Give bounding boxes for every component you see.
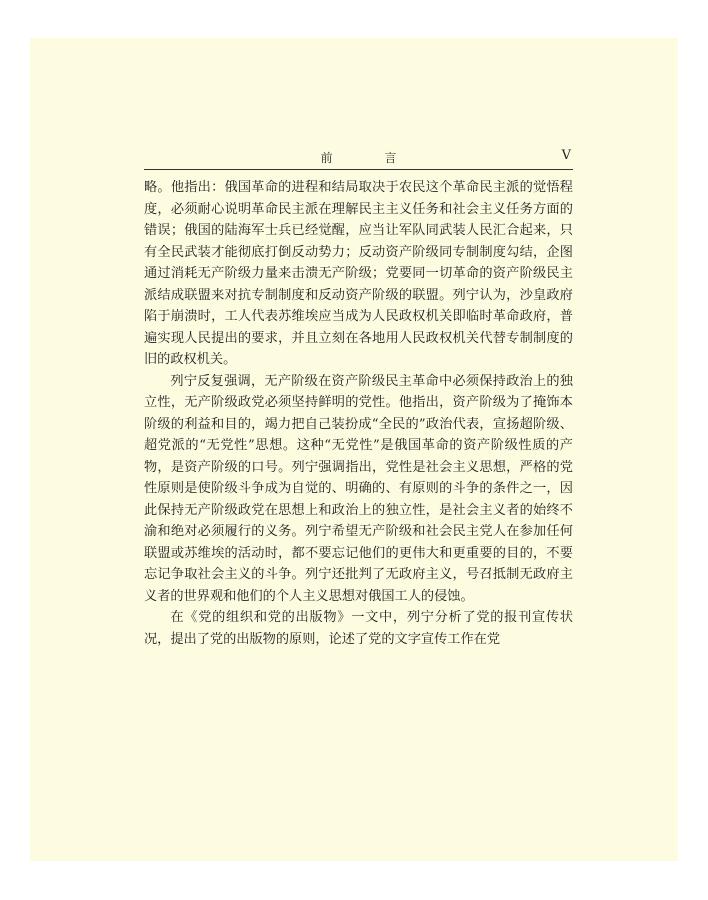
header-title: 前 言: [320, 151, 421, 165]
paragraph: 在《党的组织和党的出版物》一文中，列宁分析了党的报刊宣传状况，提出了党的出版物的原则，论述了党的文字宣传工作在党: [144, 610, 573, 647]
paragraph: 列宁反复强调，无产阶级在资产阶级民主革命中必须保持政治上的独立性，无产阶级政党必须坚持鲜明的党性。他指出，资产阶级为了掩饰本阶级的利益和目的，竭力把自己装扮成“全民的”政治代表，宣扬超阶级、超党派的“无党性”思想。这种“无党性”是俄国革命的资产阶级性质的产物，是资产阶级的口号。列宁强调指出，党性是社会主义思想，严格的党性原则是使阶级斗争成为自觉的、明确的、有原则的斗争的条件之一，因此保持无产阶级政党在思想上和政治上的独立性，是社会主义者的始终不渝和绝对必须履行的义务。列宁希望无产阶级和社会民主党人在参加任何联盟或苏维埃的活动时，都不要忘记他们的更伟大和更重要的目的，不要忘记争取社会主义的斗争。列宁还批判了无政府主义，号召抵制无政府主义者的世界观和他们的个人主义思想对俄国工人的侵蚀。: [144, 373, 573, 604]
page-number: V: [561, 148, 571, 163]
body-text: [144, 177, 573, 650]
running-header: [144, 147, 573, 170]
paragraph-continued: 略。他指出：俄国革命的进程和结局取决于农民这个革命民主派的觉悟程度，必须耐心说明革命民主派在理解民主主义任务和社会主义任务方面的错误；俄国的陆海军士兵已经觉醒，应当让军队同武装人民汇合起来，只有全民武装才能彻底打倒反动势力；反动资产阶级同专制制度勾结，企图通过消耗无产阶级力量来击溃无产阶级；党要同一切革命的资产阶级民主派结成联盟来对抗专制制度和反动资产阶级的联盟。列宁认为，沙皇政府陷于崩溃时，工人代表苏维埃应当成为人民政权机关即临时革命政府，普遍实现人民提出的要求，并且立刻在各地用人民政权机关代替专制制度的旧的政权机关。: [144, 180, 573, 367]
